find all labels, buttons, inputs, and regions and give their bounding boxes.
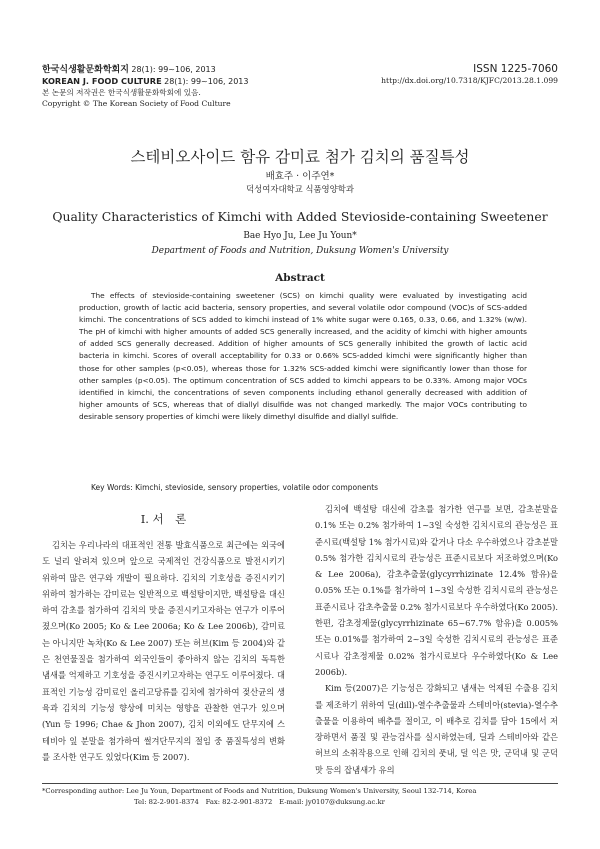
journal-name-kr: 한국식생활문화학회지 <box>42 65 129 75</box>
affiliation-kr: 덕성여자대학교 식품영양학과 <box>246 184 354 194</box>
doi: http://dx.doi.org/10.7318/KJFC/2013.28.1.099 <box>381 76 558 85</box>
right-column <box>315 501 558 778</box>
issn: ISSN 1225-7060 <box>473 63 558 75</box>
footnote-divider <box>42 783 558 784</box>
journal-ids <box>381 64 558 86</box>
volume-kr: 28(1): 99~106, 2013 <box>131 65 216 74</box>
title-en: Quality Characteristics of Kimchi with Added Stevioside-containing Sweetener <box>52 209 548 224</box>
paragraph: Kim 등(2007)은 기능성은 강화되고 냄새는 억제된 수출용 김치를 제조하기 위하여 딜(dill)-열수추출물과 스테비아(stevia)-열수추출물을 이용하여 배추를 절이고, 이 배추로 김치를 담아 15에서 저장하면서 품질 및 관능검사를 실시하였는데, 딜과 스테비아와 같은 허브의 소취작용으로 인해 김치의 풋내, 덜 익은 맛, 군덕내 및 군덕맛 등의 잡냄새가 유의 <box>315 683 558 775</box>
affiliation-en: Department of Foods and Nutrition, Duksung Women's University <box>151 246 449 256</box>
abstract-heading: Abstract <box>275 272 325 284</box>
section-title: I. 서 론 <box>140 512 187 526</box>
copyright: Copyright © The Korean Society of Food Culture <box>42 99 231 108</box>
authors-en: Bae Hyo Ju, Lee Ju Youn* <box>243 231 357 241</box>
footnote-line-1: *Corresponding author: Lee Ju Youn, Department of Foods and Nutrition, Duksung Women's University, Seoul 132-714, Korea <box>42 787 477 795</box>
footnote-line-2: Tel: 82-2-901-8374 Fax: 82-2-901-8372 E-mail: jy0107@duksung.ac.kr <box>134 798 385 806</box>
authors-kr: 배효주 · 이주연* <box>265 171 335 182</box>
footnote <box>42 786 558 808</box>
volume-en: 28(1): 99~106, 2013 <box>164 77 249 86</box>
copyright-note: 본 논문의 저작권은 한국식생활문화학회에 있음. <box>42 88 201 97</box>
paragraph: 김치에 백설탕 대신에 감초를 첨가한 연구를 보면, 감초분말을 0.1% 또는 0.2% 첨가하여 1~3일 숙성한 김치시료의 관능성은 표준시료(백설탕 1% 첨가시료)와 같거나 다소 우수하였으나 감초분말 0.5% 첨가한 김치시료의 관능성은 표준시료보다 저조하였으며(Ko & Lee 2006a), 감초추출물(glycyrrhizinate 12.4% 함유)을 0.05% 또는 0.1%를 첨가하여 1~3일 숙성한 김치시료의 관능성은 표준시료나 감초추출물 0.2% 첨가시료보다 우수하였다(Ko 2005). 한편, 감초정제물(glycyrrhizinate 65~67.7% 함유)을 0.005% 또는 0.01%를 첨가하여 2~3일 숙성한 김치시료의 관능성은 표준시료나 감초정제물 0.02% 첨가시료보다 우수하였다(Ko & Lee 2006b). <box>315 504 558 677</box>
journal-info <box>42 64 248 109</box>
abstract-text: The effects of stevioside-containing sweetener (SCS) on kimchi quality were evaluated by investigating acid production, growth of lactic acid bacteria, sensory properties, and several volatile odor compound (VOC)s of SCS-added kimchi. The concentrations of SCS added to kimchi instead of 1% white sugar were 0.165, 0.33, 0.66, and 1.32% (w/w). The pH of kimchi with higher amounts of added SCS generally increased, and the acidity of kimchi with higher amounts of added SCS generally decreased. Addition of higher amounts of SCS generally inhibited the growth of lactic acid bacteria in kimchi. Scores of overall acceptability for 0.33 or 0.66% SCS-added kimchi were significantly higher than those for other samples (p<0.05), whereas those for 1.32% SCS-added kimchi were significantly lower than those for other samples (p<0.05). The optimum concentration of SCS added to kimchi appears to be 0.33%. Among major VOCs identified in kimchi, the concentrations of seven components including ethanol generally decreased with addition of higher amounts of SCS, whereas that of diallyl disulfide was not changed markedly. The major VOCs contributing to desirable sensory properties of kimchi were likely dimethyl disulfide and diallyl sulfide. <box>79 291 527 421</box>
journal-name-en: KOREAN J. FOOD CULTURE <box>42 76 162 86</box>
title-kr: 스테비오사이드 함유 감미료 첨가 김치의 품질특성 <box>130 148 470 166</box>
left-column <box>42 501 285 765</box>
paragraph: 김치는 우리나라의 대표적인 전통 발효식품으로 최근에는 외국에도 널리 알려져 있으며 앞으로 국제적인 건강식품으로 발전시키기 위하여 많은 연구와 개발이 필요하다. 김치의 기호성을 증진시키기 위하여 첨가하는 감미료는 일반적으로 백설탕이지만, 백설탕을 대신하여 감초를 첨가하여 김치의 맛을 증진시키고자하는 연구가 이루어졌으며(Ko 2005; Ko & Lee 2006a; Ko & Lee 2006b), 감미료는 아니지만 녹차(Ko & Lee 2007) 또는 허브(Kim 등 2004)와 같은 천연물질을 첨가하여 외국인들이 좋아하지 않는 김치의 독특한 냄새를 억제하고 기호성을 증진시키고자하는 연구도 이루어졌다. 대표적인 기능성 감미료인 올리고당류를 김치에 첨가하여 젖산균의 생육과 김치의 기능성 향상에 미치는 영향을 관찰한 연구가 있으며(Yun 등 1996; Chae & Jhon 2007), 김치 이외에도 단무지에 스테비아 잎 분말을 첨가하여 썰겨단무지의 절임 중 품질특성의 변화를 조사한 연구도 있었다(Kim 등 2007). <box>42 540 285 762</box>
abstract-body <box>79 290 527 423</box>
keywords: Key Words: Kimchi, stevioside, sensory properties, volatile odor components <box>91 483 379 492</box>
